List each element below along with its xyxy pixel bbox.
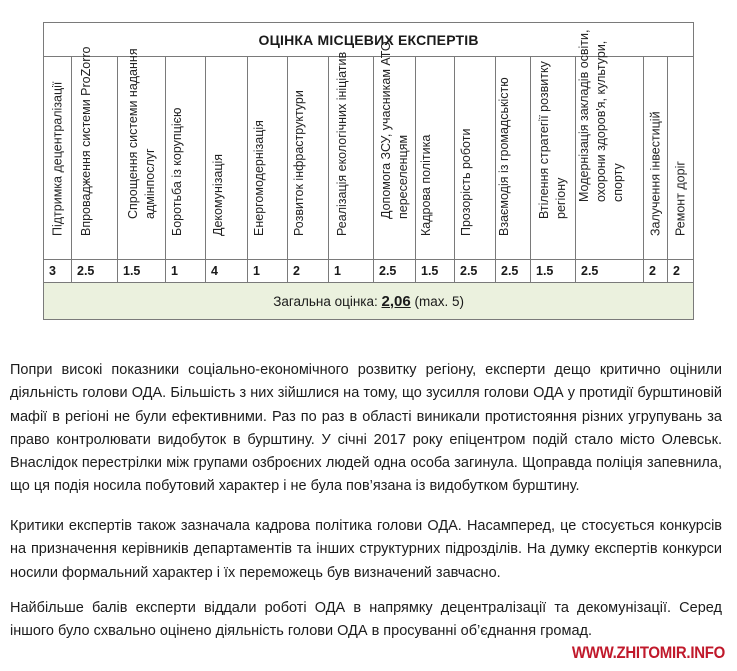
score-cell: 3 bbox=[44, 260, 72, 283]
table-title: ОЦІНКА МІСЦЕВИХ ЕКСПЕРТІВ bbox=[44, 23, 694, 57]
column-header-label: Розвиток інфраструктури bbox=[292, 90, 306, 236]
column-header-label: Декомунізація bbox=[210, 153, 225, 236]
column-header-label: Залучення інвестицій bbox=[648, 111, 662, 236]
table-total-row bbox=[44, 283, 694, 320]
column-header bbox=[329, 51, 374, 260]
column-header bbox=[166, 57, 206, 260]
score-cell: 2 bbox=[668, 260, 694, 283]
column-header-label: Ремонт доріг bbox=[673, 161, 688, 236]
score-cell: 1.5 bbox=[118, 260, 166, 283]
column-header-label: Впровадження системи ProZorro bbox=[78, 46, 93, 236]
column-header bbox=[668, 57, 694, 260]
score-cell: 1.5 bbox=[531, 260, 576, 283]
total-score-cell bbox=[44, 283, 694, 320]
score-cell: 2.5 bbox=[374, 260, 416, 283]
column-header bbox=[644, 57, 668, 260]
total-score: 2,06 bbox=[381, 292, 411, 310]
expert-ratings-table-container bbox=[43, 22, 693, 320]
score-cell: 2.5 bbox=[496, 260, 531, 283]
paragraph-text: Найбільше балів експерти віддали роботі ОДА в напрямку децентралізації та декомунізації. Серед іншого було схвально оцінено діяльність голови ОДА в просуванні об’єднання громад. bbox=[10, 600, 722, 640]
column-header bbox=[118, 48, 166, 260]
column-header bbox=[455, 57, 496, 260]
column-header bbox=[248, 57, 288, 260]
score-cell: 2.5 bbox=[576, 260, 644, 283]
score-cell: 1.5 bbox=[416, 260, 455, 283]
column-header-label: Модернізація закладів освіти, охорони здоров'я, культури, спорту bbox=[576, 29, 625, 202]
column-header bbox=[531, 57, 576, 260]
column-header bbox=[288, 57, 329, 260]
score-cell: 2 bbox=[288, 260, 329, 283]
table-score-row bbox=[44, 260, 694, 283]
paragraph-text: Попри високі показники соціально-економічного розвитку регіону, експерти дещо критично оцінили діяльність голови ОДА. Більшість з них зійшлися на тому, що зусилля голови ОДА у протидії бурштиновій мафії в регіоні не були ефективними. Раз по раз в області виникали протистояння різних угрупувань за право контролювати видобуток в бурштину. У січні 2017 року епіцентром подій стало місто Олевськ. Внаслідок перестрілки між групами озброєних людей одна особа загинула. Щоправда поліція запевнила, що ця подія носила побутовий характер і не була пов’язана із видобутком бурштину. bbox=[10, 362, 722, 495]
score-cell: 2.5 bbox=[72, 260, 118, 283]
column-header-label: Спрощення системи надання адмінпослуг bbox=[125, 48, 157, 219]
column-header bbox=[72, 46, 118, 260]
article-paragraph-1 bbox=[10, 359, 722, 499]
column-header-label: Підтримка децентралізації bbox=[50, 81, 64, 236]
column-header-label: Взаємодія із громадськістю bbox=[497, 77, 511, 236]
column-header-label: Енергомодернізація bbox=[251, 120, 266, 236]
score-cell: 1 bbox=[329, 260, 374, 283]
column-header-label: Боротьба із корупцією bbox=[169, 107, 184, 236]
column-header-label: Втілення стратегії розвитку регіону bbox=[537, 61, 568, 219]
expert-ratings-table bbox=[43, 22, 694, 320]
column-header bbox=[374, 37, 416, 260]
site-watermark: WWW.ZHITOMIR.INFO bbox=[571, 643, 725, 662]
column-header bbox=[496, 57, 531, 260]
column-header-label: Реалізація екологічних ініціатив bbox=[335, 51, 349, 236]
column-header-label: Допомога ЗСУ, учасникам АТО, переселенцям bbox=[378, 37, 410, 219]
score-cell: 1 bbox=[248, 260, 288, 283]
column-header bbox=[206, 57, 248, 260]
score-cell: 4 bbox=[206, 260, 248, 283]
column-header bbox=[416, 57, 455, 260]
total-max: (max. 5) bbox=[410, 293, 464, 309]
column-header bbox=[576, 29, 644, 260]
column-header-label: Кадрова політика bbox=[419, 134, 433, 236]
column-header-label: Прозорість роботи bbox=[459, 128, 473, 236]
score-cell: 1 bbox=[166, 260, 206, 283]
score-cell: 2.5 bbox=[455, 260, 496, 283]
article-paragraph-2 bbox=[10, 515, 722, 585]
table-header-row bbox=[44, 57, 694, 260]
total-label: Загальна оцінка: bbox=[273, 293, 382, 309]
score-cell: 2 bbox=[644, 260, 668, 283]
paragraph-text: Критики експертів також зазначала кадрова політика голови ОДА. Насамперед, це стосується конкурсів на призначення керівників департаментів та інших структурних підрозділів. На думку експертів конкурси носили формальний характер і їх переможець був визначений завчасно. bbox=[10, 518, 722, 581]
article-paragraph-3 bbox=[10, 597, 722, 644]
column-header bbox=[44, 57, 72, 260]
